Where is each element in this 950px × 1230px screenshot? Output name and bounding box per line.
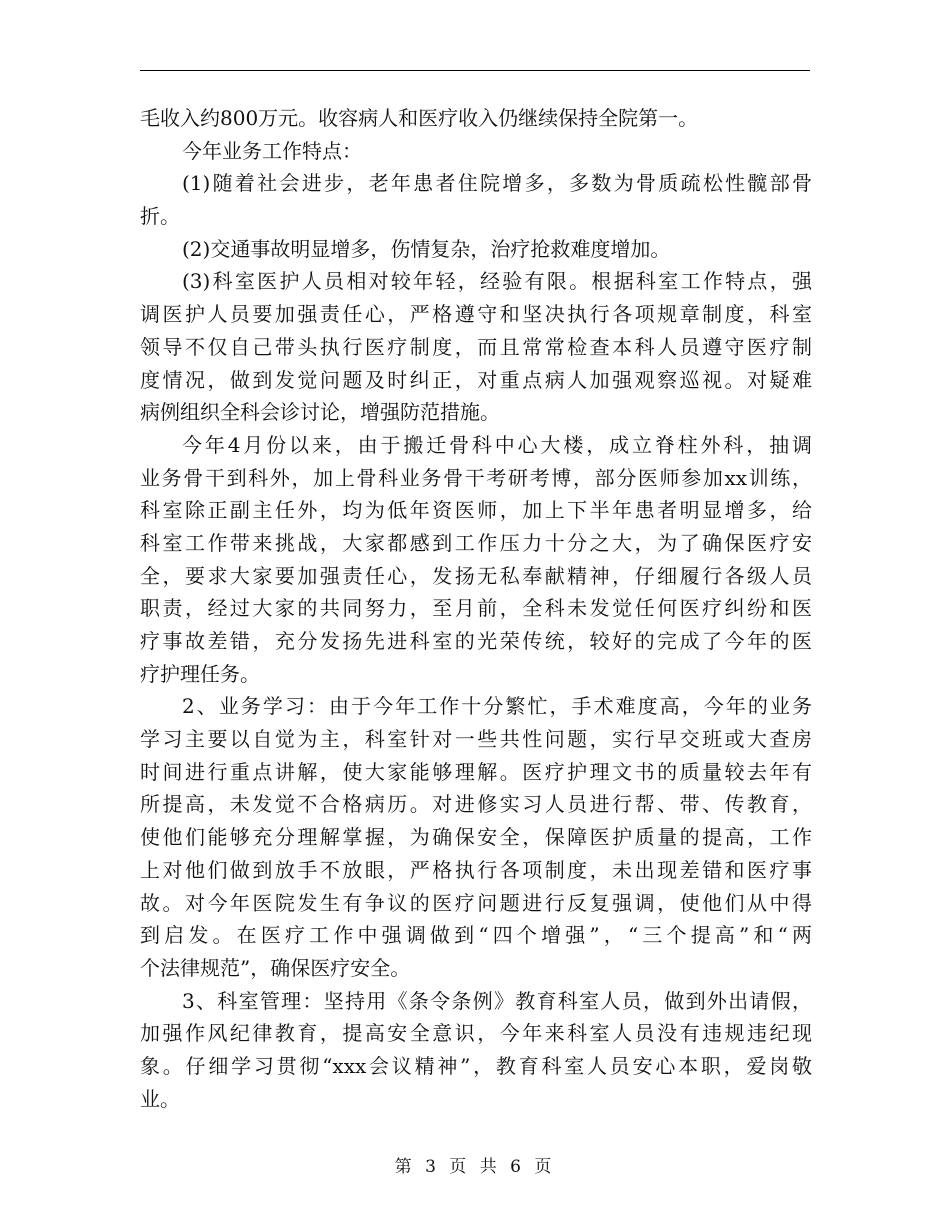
text-line: 故。对今年医院发生有争议的医疗问题进行反复强调，使他们从中得 — [140, 890, 812, 915]
text-line: 疗事故差错，充分发扬先进科室的光荣传统，较好的完成了今年的医 — [140, 629, 812, 653]
text-line: 上对他们做到放手不放眼，严格执行各项制度，未出现差错和医疗事 — [140, 857, 812, 882]
text-line: 领导不仅自己带头执行医疗制度，而且常常检查本科人员遵守医疗制 — [140, 334, 812, 359]
text-line: 到启发。在医疗工作中强调做到“四个增强”，“三个提高”和“两 — [140, 923, 812, 948]
text-line: 业。 — [140, 1086, 180, 1111]
text-line: 所提高，未发觉不合格病历。对进修实习人员进行帮、带、传教育， — [140, 792, 812, 817]
text-line: 职责，经过大家的共同努力，至月前，全科未发觉任何医疗纠纷和医 — [140, 596, 812, 621]
text-line: 加强作风纪律教育，提高安全意识，今年来科室人员没有违规违纪现 — [140, 1021, 812, 1046]
text-line: 折。 — [140, 204, 180, 229]
text-line: 使他们能够充分理解掌握，为确保安全，保障医护质量的提高，工作 — [140, 825, 812, 850]
page-footer: 第 3 页 共 6 页 — [394, 1157, 556, 1177]
text-line: 今年4月份以来，由于搬迁骨科中心大楼，成立脊柱外科，抽调 — [182, 432, 812, 457]
text-line: (3)科室医护人员相对较年轻，经验有限。根据科室工作特点，强 — [182, 269, 812, 294]
text-line: (2)交通事故明显增多，伤情复杂，治疗抢救难度增加。 — [182, 236, 671, 261]
text-line: 个法律规范”，确保医疗安全。 — [140, 955, 411, 980]
text-line: 2、业务学习：由于今年工作十分繁忙，手术难度高，今年的业务 — [182, 694, 812, 719]
text-line: 科室除正副主任外，均为低年资医师，加上下半年患者明显增多，给 — [140, 498, 812, 523]
text-line: (1)随着社会进步，老年患者住院增多，多数为骨质疏松性髋部骨 — [182, 171, 812, 196]
text-line: 学习主要以自觉为主，科室针对一些共性问题，实行早交班或大查房 — [140, 727, 812, 752]
text-line: 3、科室管理：坚持用《条令条例》教育科室人员，做到外出请假， — [182, 988, 812, 1013]
document-body — [140, 102, 812, 1115]
header-rule — [140, 70, 810, 71]
text-line: 科室工作带来挑战，大家都感到工作压力十分之大，为了确保医疗安 — [140, 530, 812, 555]
text-line: 时间进行重点讲解，使大家能够理解。医疗护理文书的质量较去年有 — [140, 759, 812, 784]
text-line: 调医护人员要加强责任心，严格遵守和坚决执行各项规章制度，科室 — [140, 302, 812, 327]
text-line: 病例组织全科会诊讨论，增强防范措施。 — [140, 400, 500, 425]
text-line: 象。仔细学习贯彻“xxx会议精神”，教育科室人员安心本职，爱岗敬 — [140, 1053, 812, 1078]
text-line: 全，要求大家要加强责任心，发扬无私奉献精神，仔细履行各级人员 — [140, 563, 812, 588]
text-line: 今年业务工作特点： — [182, 138, 362, 163]
text-line: 度情况，做到发觉问题及时纠正，对重点病人加强观察巡视。对疑难 — [140, 367, 812, 392]
text-line: 毛收入约800万元。收容病人和医疗收入仍继续保持全院第一。 — [140, 106, 699, 130]
text-line: 疗护理任务。 — [140, 661, 260, 686]
text-line: 业务骨干到科外，加上骨科业务骨干考研考博，部分医师参加xx训练， — [140, 465, 812, 490]
